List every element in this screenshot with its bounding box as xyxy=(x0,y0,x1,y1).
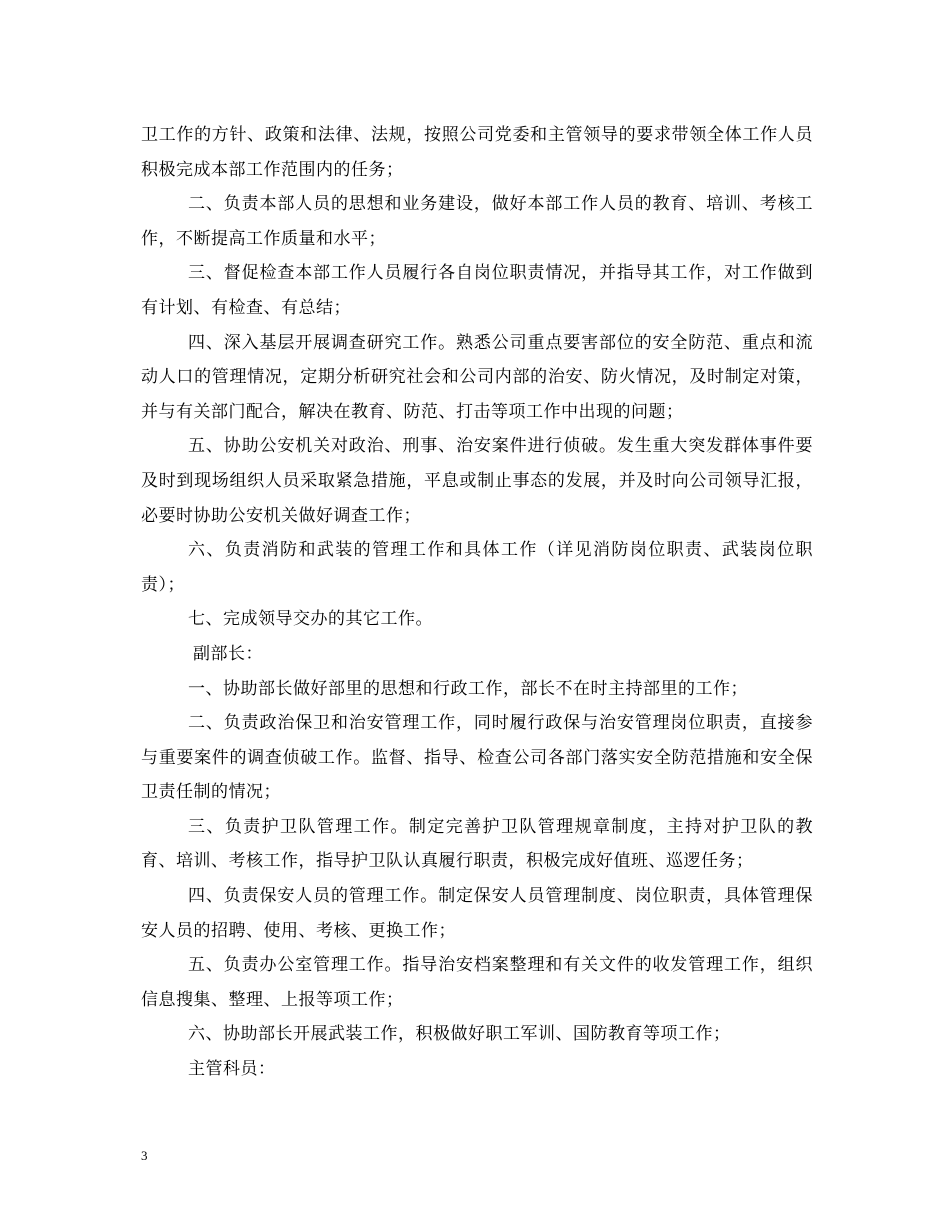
paragraph: 二、负责政治保卫和治安管理工作，同时履行政保与治安管理岗位职责，直接参与重要案件的调查侦破工作。监督、指导、检查公司各部门落实安全防范措施和安全保卫责任制的情况； xyxy=(141,713,813,803)
paragraph: 一、协助部长做好部里的思想和行政工作，部长不在时主持部里的工作； xyxy=(188,678,748,699)
paragraph: 二、负责本部人员的思想和业务建设，做好本部工作人员的教育、培训、考核工作，不断提高工作质量和水平； xyxy=(141,194,813,249)
paragraph: 三、负责护卫队管理工作。制定完善护卫队管理规章制度，主持对护卫队的教育、培训、考核工作，指导护卫队认真履行职责，积极完成好值班、巡逻任务； xyxy=(141,816,813,872)
paragraph: 四、深入基层开展调查研究工作。熟悉公司重点要害部位的安全防范、重点和流动人口的管理情况，定期分析研究社会和公司内部的治安、防火情况，及时制定对策，并与有关部门配合，解决在教育、防范、打击等项工作中出现的问题； xyxy=(141,332,813,422)
paragraph: 卫工作的方针、政策和法律、法规，按照公司党委和主管领导的要求带领全体工作人员积极完成本部工作范围内的任务； xyxy=(141,125,813,180)
section-heading: 主管科员： xyxy=(188,1059,276,1080)
section-heading: 副部长： xyxy=(193,643,263,664)
paragraph: 三、督促检查本部工作人员履行各自岗位职责情况，并指导其工作，对工作做到有计划、有检查、有总结； xyxy=(141,263,813,318)
paragraph: 四、负责保安人员的管理工作。制定保安人员管理制度、岗位职责，具体管理保安人员的招聘、使用、考核、更换工作； xyxy=(141,886,813,941)
paragraph: 六、协助部长开展武装工作，积极做好职工军训、国防教育等项工作； xyxy=(188,1024,731,1045)
page-number: 3 xyxy=(141,1148,148,1163)
paragraph: 五、负责办公室管理工作。指导治安档案整理和有关文件的收发管理工作，组织信息搜集、整理、上报等项工作； xyxy=(141,955,813,1010)
paragraph: 五、协助公安机关对政治、刑事、治安案件进行侦破。发生重大突发群体事件要及时到现场组织人员采取紧急措施，平息或制止事态的发展，并及时向公司领导汇报，必要时协助公安机关做好调查工作； xyxy=(141,436,813,526)
paragraph: 七、完成领导交办的其它工作。 xyxy=(188,609,433,630)
body-text xyxy=(141,118,813,1087)
paragraph: 六、负责消防和武装的管理工作和具体工作（详见消防岗位职责、武装岗位职责）； xyxy=(141,540,813,595)
